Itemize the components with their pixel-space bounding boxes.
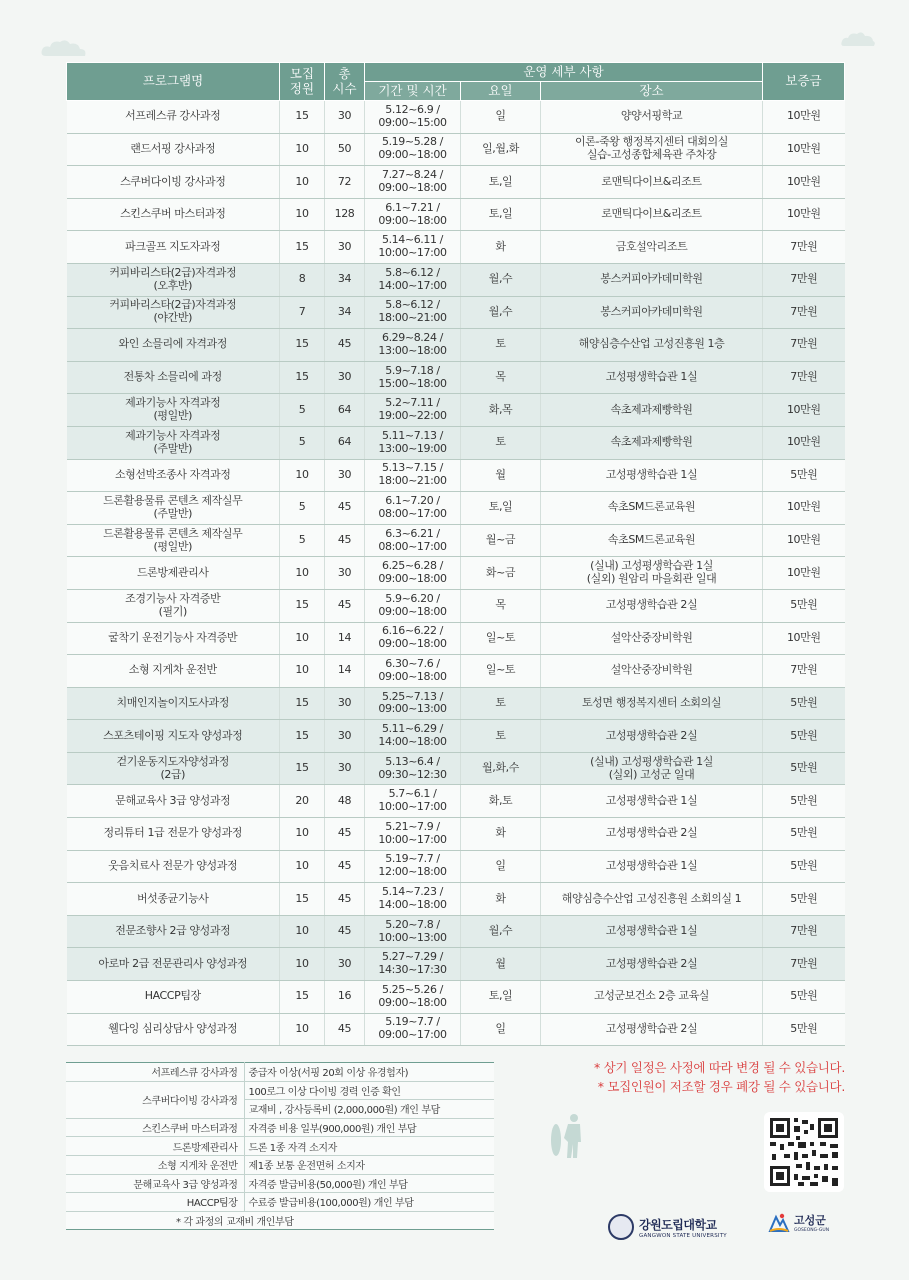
deposit-cell: 7만원 — [763, 948, 845, 981]
period-cell: 6.1~7.20 / 08:00~17:00 — [365, 492, 461, 525]
table-row — [67, 687, 845, 720]
place-cell: 설악산중장비학원 — [541, 622, 763, 655]
deposit-cell: 5만원 — [763, 720, 845, 753]
hours-cell: 45 — [325, 589, 365, 622]
note-text: 제1종 보통 운전면허 소지자 — [244, 1155, 494, 1174]
notes-footer: * 각 과정의 교재비 개인부담 — [66, 1211, 494, 1230]
program-name-cell: 제과기능사 자격과정 (평일반) — [67, 394, 280, 427]
table-row — [67, 492, 845, 525]
deposit-cell: 7만원 — [763, 655, 845, 688]
hours-cell: 30 — [325, 101, 365, 134]
note-text: 중급자 이상(서핑 20회 이상 유경험자) — [244, 1063, 494, 1082]
table-row — [67, 329, 845, 362]
table-row — [67, 948, 845, 981]
recruit-cell: 10 — [280, 166, 325, 199]
note-row — [66, 1174, 494, 1193]
hours-cell: 128 — [325, 198, 365, 231]
place-cell: 고성평생학습관 1실 — [541, 459, 763, 492]
county-name-en: GOSEONG-GUN — [794, 1228, 830, 1233]
day-cell: 토 — [461, 720, 541, 753]
recruit-cell: 10 — [280, 459, 325, 492]
program-name-cell: 굴착기 운전기능사 자격증반 — [67, 622, 280, 655]
program-schedule-table — [66, 62, 845, 1046]
header-deposit: 보증금 — [763, 63, 845, 101]
program-name-cell: 문해교육사 3급 양성과정 — [67, 785, 280, 818]
hours-cell: 30 — [325, 557, 365, 590]
day-cell: 화 — [461, 231, 541, 264]
place-cell: 속초제과제빵학원 — [541, 426, 763, 459]
note-row — [66, 1137, 494, 1156]
table-row — [67, 459, 845, 492]
hours-cell: 34 — [325, 263, 365, 296]
period-cell: 5.20~7.8 / 10:00~13:00 — [365, 915, 461, 948]
note-row — [66, 1155, 494, 1174]
note-text: 자격증 비용 일부(900,000원) 개인 부담 — [244, 1118, 494, 1137]
note-row — [66, 1118, 494, 1137]
day-cell: 목 — [461, 361, 541, 394]
table-row — [67, 557, 845, 590]
hours-cell: 14 — [325, 622, 365, 655]
place-cell: 봉스커피아카데미학원 — [541, 263, 763, 296]
program-name-cell: 전문조향사 2급 양성과정 — [67, 915, 280, 948]
day-cell: 목 — [461, 589, 541, 622]
period-cell: 5.9~7.18 / 15:00~18:00 — [365, 361, 461, 394]
day-cell: 토,일 — [461, 198, 541, 231]
note-title: 소형 지게차 운전반 — [66, 1155, 244, 1174]
deposit-cell: 10만원 — [763, 198, 845, 231]
qr-code-icon — [764, 1112, 844, 1192]
recruit-cell: 15 — [280, 361, 325, 394]
cloud-left-icon — [40, 38, 88, 58]
period-cell: 5.19~7.7 / 09:00~17:00 — [365, 1013, 461, 1046]
note-row — [66, 1063, 494, 1082]
deposit-cell: 10만원 — [763, 426, 845, 459]
period-cell: 5.13~7.15 / 18:00~21:00 — [365, 459, 461, 492]
hours-cell: 64 — [325, 394, 365, 427]
place-cell: (실내) 고성평생학습관 1실 (실외) 원암리 마을회관 일대 — [541, 557, 763, 590]
table-row — [67, 883, 845, 916]
place-cell: 고성평생학습관 1실 — [541, 785, 763, 818]
day-cell: 월,수 — [461, 263, 541, 296]
recruit-cell: 10 — [280, 948, 325, 981]
recruit-cell: 15 — [280, 101, 325, 134]
hours-cell: 30 — [325, 687, 365, 720]
recruit-cell: 15 — [280, 231, 325, 264]
hours-cell: 45 — [325, 524, 365, 557]
hours-cell: 34 — [325, 296, 365, 329]
deposit-cell: 5만원 — [763, 687, 845, 720]
program-name-cell: 드론활용물류 콘텐츠 제작실무 (평일반) — [67, 524, 280, 557]
university-name-en: GANGWON STATE UNIVERSITY — [639, 1232, 727, 1239]
note-text: 100로그 이상 다이빙 경력 인증 확인 — [244, 1081, 494, 1100]
place-cell: 고성평생학습관 2실 — [541, 948, 763, 981]
period-cell: 5.2~7.11 / 19:00~22:00 — [365, 394, 461, 427]
recruit-cell: 7 — [280, 296, 325, 329]
place-cell: 봉스커피아카데미학원 — [541, 296, 763, 329]
header-hours: 총 시수 — [325, 63, 365, 101]
place-cell: 해양심층수산업 고성진흥원 1층 — [541, 329, 763, 362]
recruit-cell: 10 — [280, 1013, 325, 1046]
hours-cell: 16 — [325, 981, 365, 1014]
hours-cell: 45 — [325, 329, 365, 362]
deposit-cell: 5만원 — [763, 981, 845, 1014]
deposit-cell: 7만원 — [763, 231, 845, 264]
recruit-cell: 5 — [280, 394, 325, 427]
place-cell: 고성평생학습관 1실 — [541, 361, 763, 394]
table-row — [67, 296, 845, 329]
place-cell: 양양서핑학교 — [541, 101, 763, 134]
county-name: 고성군 — [794, 1214, 826, 1227]
day-cell: 월,수 — [461, 296, 541, 329]
recruit-cell: 15 — [280, 720, 325, 753]
recruit-cell: 10 — [280, 557, 325, 590]
hours-cell: 30 — [325, 231, 365, 264]
period-cell: 6.25~6.28 / 09:00~18:00 — [365, 557, 461, 590]
note-text: 자격증 발급비용(50,000원) 개인 부담 — [244, 1174, 494, 1193]
recruit-cell: 15 — [280, 589, 325, 622]
period-cell: 6.3~6.21 / 08:00~17:00 — [365, 524, 461, 557]
place-cell: (실내) 고성평생학습관 1실 (실외) 고성군 일대 — [541, 752, 763, 785]
deposit-cell: 10만원 — [763, 557, 845, 590]
day-cell: 일 — [461, 1013, 541, 1046]
place-cell: 고성평생학습관 2실 — [541, 1013, 763, 1046]
deposit-cell: 10만원 — [763, 101, 845, 134]
period-cell: 6.30~7.6 / 09:00~18:00 — [365, 655, 461, 688]
table-row — [67, 622, 845, 655]
deposit-cell: 7만원 — [763, 329, 845, 362]
deposit-cell: 5만원 — [763, 752, 845, 785]
period-cell: 5.13~6.4 / 09:30~12:30 — [365, 752, 461, 785]
header-program: 프로그램명 — [67, 63, 280, 101]
hours-cell: 30 — [325, 752, 365, 785]
header-recruit: 모집 정원 — [280, 63, 325, 101]
day-cell: 화,토 — [461, 785, 541, 818]
program-name-cell: 걷기운동지도자양성과정 (2급) — [67, 752, 280, 785]
header-day: 요일 — [461, 82, 541, 101]
place-cell: 고성평생학습관 2실 — [541, 589, 763, 622]
deposit-cell: 5만원 — [763, 785, 845, 818]
deposit-cell: 5만원 — [763, 459, 845, 492]
deposit-cell: 7만원 — [763, 915, 845, 948]
period-cell: 5.14~6.11 / 10:00~17:00 — [365, 231, 461, 264]
table-row — [67, 426, 845, 459]
period-cell: 5.25~7.13 / 09:00~13:00 — [365, 687, 461, 720]
hours-cell: 45 — [325, 915, 365, 948]
place-cell: 고성평생학습관 1실 — [541, 915, 763, 948]
recruit-cell: 5 — [280, 426, 325, 459]
recruit-cell: 10 — [280, 133, 325, 166]
deposit-cell: 7만원 — [763, 263, 845, 296]
place-cell: 토성면 행정복지센터 소회의실 — [541, 687, 763, 720]
deposit-cell: 7만원 — [763, 296, 845, 329]
recruit-cell: 5 — [280, 492, 325, 525]
table-row — [67, 655, 845, 688]
period-cell: 5.8~6.12 / 18:00~21:00 — [365, 296, 461, 329]
note-title: 스킨스쿠버 마스터과정 — [66, 1118, 244, 1137]
hours-cell: 64 — [325, 426, 365, 459]
place-cell: 고성평생학습관 1실 — [541, 850, 763, 883]
program-name-cell: 버섯종균기능사 — [67, 883, 280, 916]
period-cell: 5.27~7.29 / 14:30~17:30 — [365, 948, 461, 981]
hours-cell: 45 — [325, 492, 365, 525]
table-row — [67, 133, 845, 166]
program-name-cell: 전통차 소믈리에 과정 — [67, 361, 280, 394]
note-text: 수료증 발급비용(100,000원) 개인 부담 — [244, 1193, 494, 1212]
program-name-cell: 스쿠버다이빙 강사과정 — [67, 166, 280, 199]
program-name-cell: 웰다잉 심리상담사 양성과정 — [67, 1013, 280, 1046]
hours-cell: 48 — [325, 785, 365, 818]
recruit-cell: 10 — [280, 915, 325, 948]
note-title: 드론방제관리사 — [66, 1137, 244, 1156]
period-cell: 5.19~7.7 / 12:00~18:00 — [365, 850, 461, 883]
day-cell: 일~토 — [461, 655, 541, 688]
notes-footer-row — [66, 1211, 494, 1230]
program-name-cell: 드론방제관리사 — [67, 557, 280, 590]
period-cell: 5.21~7.9 / 10:00~17:00 — [365, 818, 461, 851]
deposit-cell: 10만원 — [763, 166, 845, 199]
program-name-cell: 스포츠테이핑 지도자 양성과정 — [67, 720, 280, 753]
hours-cell: 45 — [325, 818, 365, 851]
hours-cell: 30 — [325, 720, 365, 753]
table-row — [67, 231, 845, 264]
day-cell: 일~토 — [461, 622, 541, 655]
period-cell: 5.7~6.1 / 10:00~17:00 — [365, 785, 461, 818]
period-cell: 5.11~6.29 / 14:00~18:00 — [365, 720, 461, 753]
notes-table — [66, 1062, 494, 1230]
table-row — [67, 589, 845, 622]
recruit-cell: 15 — [280, 981, 325, 1014]
place-cell: 속초제과제빵학원 — [541, 394, 763, 427]
period-cell: 5.8~6.12 / 14:00~17:00 — [365, 263, 461, 296]
day-cell: 월 — [461, 459, 541, 492]
place-cell: 고성평생학습관 2실 — [541, 818, 763, 851]
program-name-cell: 조경기능사 자격증반 (필기) — [67, 589, 280, 622]
university-seal-icon — [608, 1214, 634, 1240]
recruit-cell: 8 — [280, 263, 325, 296]
period-cell: 5.11~7.13 / 13:00~19:00 — [365, 426, 461, 459]
hours-cell: 45 — [325, 883, 365, 916]
table-row — [67, 198, 845, 231]
day-cell: 토 — [461, 329, 541, 362]
table-row — [67, 981, 845, 1014]
county-logo — [768, 1212, 829, 1233]
table-row — [67, 394, 845, 427]
day-cell: 월,수 — [461, 915, 541, 948]
place-cell: 고성평생학습관 2실 — [541, 720, 763, 753]
table-row — [67, 915, 845, 948]
recruit-cell: 10 — [280, 818, 325, 851]
program-name-cell: 랜드서핑 강사과정 — [67, 133, 280, 166]
place-cell: 고성군보건소 2층 교육실 — [541, 981, 763, 1014]
program-name-cell: 커피바리스타(2급)자격과정 (오후반) — [67, 263, 280, 296]
day-cell: 월~금 — [461, 524, 541, 557]
day-cell: 화~금 — [461, 557, 541, 590]
table-row — [67, 524, 845, 557]
table-row — [67, 263, 845, 296]
deposit-cell: 10만원 — [763, 622, 845, 655]
period-cell: 5.9~6.20 / 09:00~18:00 — [365, 589, 461, 622]
table-row — [67, 850, 845, 883]
program-name-cell: 치매인지놀이지도사과정 — [67, 687, 280, 720]
table-row — [67, 785, 845, 818]
day-cell: 일,월,화 — [461, 133, 541, 166]
note-row — [66, 1193, 494, 1212]
day-cell: 토,일 — [461, 166, 541, 199]
day-cell: 월,화,수 — [461, 752, 541, 785]
recruit-cell: 10 — [280, 850, 325, 883]
university-logo — [608, 1214, 727, 1240]
place-cell: 로맨틱다이브&리조트 — [541, 166, 763, 199]
header-details: 운영 세부 사항 — [365, 63, 763, 82]
recruit-cell: 15 — [280, 883, 325, 916]
deposit-cell: 5만원 — [763, 1013, 845, 1046]
table-row — [67, 752, 845, 785]
program-name-cell: 서프레스큐 강사과정 — [67, 101, 280, 134]
day-cell: 화 — [461, 818, 541, 851]
recruit-cell: 20 — [280, 785, 325, 818]
program-name-cell: 커피바리스타(2급)자격과정 (야간반) — [67, 296, 280, 329]
place-cell: 설악산중장비학원 — [541, 655, 763, 688]
table-row — [67, 818, 845, 851]
program-name-cell: 제과기능사 자격과정 (주말반) — [67, 426, 280, 459]
deposit-cell: 7만원 — [763, 361, 845, 394]
period-cell: 6.29~8.24 / 13:00~18:00 — [365, 329, 461, 362]
program-name-cell: 드론활용물류 콘텐츠 제작실무 (주말반) — [67, 492, 280, 525]
note-text: 드론 1종 자격 소지자 — [244, 1137, 494, 1156]
program-name-cell: 스킨스쿠버 마스터과정 — [67, 198, 280, 231]
surfer-illustration-icon — [548, 1112, 586, 1160]
day-cell: 일 — [461, 101, 541, 134]
recruit-cell: 15 — [280, 752, 325, 785]
deposit-cell: 10만원 — [763, 394, 845, 427]
table-row — [67, 361, 845, 394]
period-cell: 7.27~8.24 / 09:00~18:00 — [365, 166, 461, 199]
recruit-cell: 15 — [280, 329, 325, 362]
period-cell: 5.14~7.23 / 14:00~18:00 — [365, 883, 461, 916]
deposit-cell: 10만원 — [763, 524, 845, 557]
note-title: 스쿠버다이빙 강사과정 — [66, 1081, 244, 1118]
period-cell: 5.25~5.26 / 09:00~18:00 — [365, 981, 461, 1014]
note-title: HACCP팀장 — [66, 1193, 244, 1212]
program-name-cell: 소형선박조종사 자격과정 — [67, 459, 280, 492]
deposit-cell: 5만원 — [763, 818, 845, 851]
recruit-cell: 5 — [280, 524, 325, 557]
deposit-cell: 5만원 — [763, 589, 845, 622]
recruit-cell: 10 — [280, 622, 325, 655]
day-cell: 화 — [461, 883, 541, 916]
program-name-cell: 아로마 2급 전문관리사 양성과정 — [67, 948, 280, 981]
program-name-cell: 웃음치료사 전문가 양성과정 — [67, 850, 280, 883]
table-row — [67, 166, 845, 199]
county-symbol-icon — [768, 1213, 790, 1233]
hours-cell: 72 — [325, 166, 365, 199]
note-text: 교재비 , 강사등록비 (2,000,000원) 개인 부담 — [244, 1100, 494, 1119]
hours-cell: 50 — [325, 133, 365, 166]
university-name: 강원도립대학교 — [639, 1217, 717, 1232]
deposit-cell: 5만원 — [763, 883, 845, 916]
hours-cell: 45 — [325, 1013, 365, 1046]
day-cell: 화,목 — [461, 394, 541, 427]
header-period: 기간 및 시간 — [365, 82, 461, 101]
hours-cell: 30 — [325, 361, 365, 394]
program-name-cell: 소형 지게차 운전반 — [67, 655, 280, 688]
recruit-cell: 10 — [280, 655, 325, 688]
place-cell: 이론-죽왕 행정복지센터 대회의실 실습-고성종합체육관 주차장 — [541, 133, 763, 166]
warnings — [594, 1058, 845, 1096]
place-cell: 로맨틱다이브&리조트 — [541, 198, 763, 231]
program-name-cell: 정리튜터 1급 전문가 양성과정 — [67, 818, 280, 851]
note-row — [66, 1081, 494, 1100]
program-name-cell: 와인 소믈리에 자격과정 — [67, 329, 280, 362]
hours-cell: 14 — [325, 655, 365, 688]
cloud-right-icon — [840, 30, 876, 48]
place-cell: 속초SM드론교육원 — [541, 524, 763, 557]
day-cell: 토 — [461, 426, 541, 459]
program-name-cell: HACCP팀장 — [67, 981, 280, 1014]
period-cell: 5.19~5.28 / 09:00~18:00 — [365, 133, 461, 166]
day-cell: 월 — [461, 948, 541, 981]
recruit-cell: 10 — [280, 198, 325, 231]
place-cell: 속초SM드론교육원 — [541, 492, 763, 525]
place-cell: 해양심층수산업 고성진흥원 소회의실 1 — [541, 883, 763, 916]
table-row — [67, 1013, 845, 1046]
deposit-cell: 10만원 — [763, 133, 845, 166]
header-place: 장소 — [541, 82, 763, 101]
day-cell: 일 — [461, 850, 541, 883]
table-row — [67, 720, 845, 753]
warning-schedule-change: * 상기 일정은 사정에 따라 변경 될 수 있습니다. — [594, 1060, 845, 1075]
period-cell: 6.16~6.22 / 09:00~18:00 — [365, 622, 461, 655]
recruit-cell: 15 — [280, 687, 325, 720]
deposit-cell: 5만원 — [763, 850, 845, 883]
hours-cell: 30 — [325, 948, 365, 981]
note-title: 문해교육사 3급 양성과정 — [66, 1174, 244, 1193]
day-cell: 토,일 — [461, 492, 541, 525]
table-row — [67, 101, 845, 134]
day-cell: 토 — [461, 687, 541, 720]
place-cell: 금호설악리조트 — [541, 231, 763, 264]
warning-cancellation: * 모집인원이 저조할 경우 폐강 될 수 있습니다. — [597, 1079, 845, 1094]
day-cell: 토,일 — [461, 981, 541, 1014]
deposit-cell: 10만원 — [763, 492, 845, 525]
program-list — [67, 101, 845, 1046]
note-title: 서프레스큐 강사과정 — [66, 1063, 244, 1082]
program-name-cell: 파크골프 지도자과정 — [67, 231, 280, 264]
period-cell: 5.12~6.9 / 09:00~15:00 — [365, 101, 461, 134]
hours-cell: 30 — [325, 459, 365, 492]
hours-cell: 45 — [325, 850, 365, 883]
period-cell: 6.1~7.21 / 09:00~18:00 — [365, 198, 461, 231]
